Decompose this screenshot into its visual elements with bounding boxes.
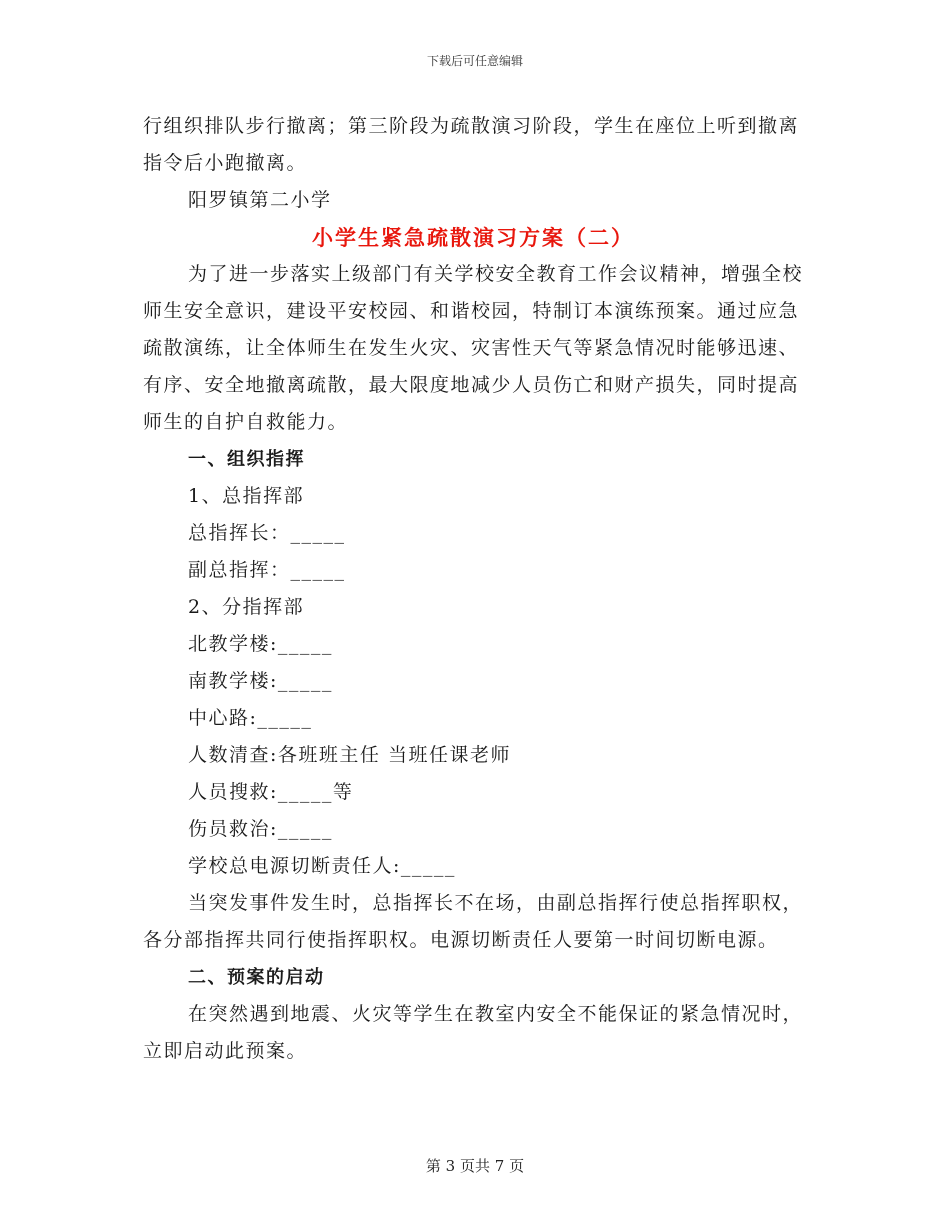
list-item-center-road: 中心路:_____	[188, 707, 313, 729]
document-body	[143, 108, 803, 1070]
subsection-heading-general-command: 1、总指挥部	[188, 485, 305, 507]
activation-paragraph: 在突然遇到地震、火灾等学生在教室内安全不能保证的紧急情况时，立即启动此预案。	[143, 1003, 804, 1062]
list-item-north-building: 北教学楼:_____	[188, 633, 333, 655]
continuation-paragraph: 行组织排队步行撤离；第三阶段为疏散演习阶段，学生在座位上听到撤离指令后小跑撤离。	[143, 115, 800, 174]
list-item-commander-in-chief: 总指挥长：_____	[188, 522, 346, 544]
list-item-first-aid: 伤员救治:_____	[188, 818, 333, 840]
section-heading-plan-activation: 二、预案的启动	[188, 967, 325, 988]
list-item-power-cutoff: 学校总电源切断责任人:_____	[188, 855, 456, 877]
document-title: 小学生紧急疏散演习方案（二）	[312, 225, 634, 250]
intro-paragraph: 为了进一步落实上级部门有关学校安全教育工作会议精神，增强全校师生安全意识，建设平安校园、和谐校园，特制订本演练预案。通过应急疏散演练，让全体师生在发生火灾、灾害性天气等紧急情况时能够迅速、有序、安全地撤离疏散，最大限度地减少人员伤亡和财产损失，同时提高师生的自护自救能力。	[143, 263, 804, 433]
list-item-deputy-commander: 副总指挥：_____	[188, 559, 346, 581]
school-signature: 阳罗镇第二小学	[188, 189, 332, 211]
section-heading-organization: 一、组织指挥	[188, 449, 305, 470]
page-header-note: 下载后可任意编辑	[426, 54, 523, 68]
list-item-south-building: 南教学楼:_____	[188, 670, 333, 692]
list-item-search-rescue: 人员搜救:_____等	[188, 781, 354, 803]
page-number-footer: 第 3 页共 7 页	[425, 1157, 525, 1175]
command-paragraph: 当突发事件发生时，总指挥长不在场，由副总指挥行使总指挥职权，各分部指挥共同行使指挥职权。电源切断责任人要第一时间切断电源。	[143, 892, 804, 951]
list-item-headcount: 人数清查:各班班主任 当班任课老师	[188, 744, 511, 766]
subsection-heading-branch-command: 2、分指挥部	[188, 596, 305, 618]
